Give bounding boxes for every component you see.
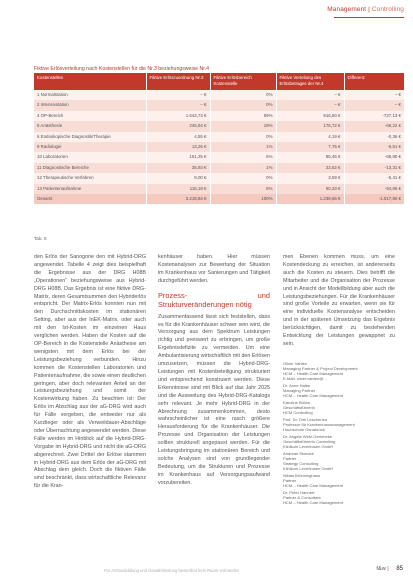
cell-cost-center: 4 OP-Bereich [34, 111, 146, 121]
cell-difference: -0,36 € [344, 132, 404, 142]
cell-revenue-nr4: 7,75 € [276, 142, 344, 152]
col-header-revenue-share: Fiktive Erlösbereich Kostenstelle [210, 73, 276, 90]
cell-difference: -13,31 € [344, 163, 404, 173]
author-entry: Karoline Bülow Geschäftsführerin HCM Controlling [283, 400, 315, 415]
table-total-row [34, 194, 404, 204]
cell-revenue-nr3: 1.643,73 € [146, 111, 210, 121]
cell-cost-center: 10 Laboratorien [34, 152, 146, 162]
cell-share: 0% [210, 90, 276, 100]
cell-difference: – € [344, 100, 404, 110]
cell-revenue-nr4: 1.238,66 € [276, 194, 344, 204]
table-row [34, 90, 404, 100]
cell-revenue-nr4: 60,33 € [276, 184, 344, 194]
cell-cost-center: Gesamt [34, 194, 146, 204]
cell-revenue-nr4: 22,62 € [276, 163, 344, 173]
cell-revenue-nr3: – € [146, 100, 210, 110]
cell-difference: -5,41 € [344, 173, 404, 183]
cell-difference: -1.017,80 € [344, 194, 404, 204]
body-paragraph: men Ebenen kommen muss, um eine Kostendeckung zu erreichen, ist andererseits auch die Kosten zu steuern. Dies betrifft die Mitarbeiter und die Organisation der Prozesse und in Ansicht der Modellbildung aber auch die Leistungsbeziehungen. Für die Krankenhäuser sind große Vorteile zu erwarten, wenn sie für eine individuelle Kostenanalyse entscheiden und in der späteren Umsetzung das Ergebnis berücksichtigen, damit zu bestehenden Entwicklung der Leistungen gewappnet zu sein. [283, 254, 395, 347]
cell-share: 0% [210, 100, 276, 110]
cell-revenue-nr4: 176,72 € [276, 121, 344, 131]
cell-revenue-nr3: 151,25 € [146, 152, 210, 162]
col-header-cost-center: Kostenstellen [34, 73, 146, 90]
table-row [34, 111, 404, 121]
author-entry: Niklas Brünninghaus Partner HCM – Health Care Management [283, 473, 344, 489]
cell-share: 59% [210, 111, 276, 121]
body-column-2 [158, 254, 270, 488]
author-entry: Dr. Peter Hannert Partner & Consultant HCM – Health Care Management [283, 490, 344, 506]
cell-revenue-nr4: 85,45 € [276, 152, 344, 162]
table-row [34, 163, 404, 173]
col-header-revenue-nr3: Fiktive Erlöszuordnung Nr.3 [146, 73, 210, 90]
cell-share: 100% [210, 194, 276, 204]
cell-revenue-nr4: – € [276, 90, 344, 100]
cell-difference: -5,51 € [344, 142, 404, 152]
section-separator: | [368, 6, 370, 13]
footer-separator: | [387, 566, 389, 572]
cell-revenue-nr4: 4,19 € [276, 132, 344, 142]
header-rule [334, 17, 404, 18]
author-entry: Oliver Vahlen Managing Partner & Project Development HCM – Health Care Management E-Mail: oliver.vahlen@... [283, 361, 358, 381]
cell-cost-center: 12 Therapeutische Verfahren [34, 173, 146, 183]
cell-share: 6% [210, 152, 276, 162]
page-number: 85 [396, 566, 403, 572]
cell-difference: -727,13 € [344, 111, 404, 121]
cell-revenue-nr4: 3,59 € [276, 173, 344, 183]
section-heading: Prozess- und Strukturveränderungen nötig [158, 290, 270, 310]
cell-revenue-nr3: – € [146, 90, 210, 100]
author-entry: Prof. Dr. Dirk Leschenka Professor für Krankenhausmanagement Hochschule Osnabrück [283, 417, 355, 432]
table-caption: Tab. 5 [34, 236, 47, 241]
cell-share: 0% [210, 173, 276, 183]
author-list [283, 362, 403, 508]
col-header-difference: Differenz [344, 73, 404, 90]
section-name: Management [327, 6, 367, 13]
cell-cost-center: 6 Endoskopische Diagnostik/Therapie [34, 132, 146, 142]
table-header-row [34, 73, 404, 90]
table-row [34, 184, 404, 194]
cell-share: 19% [210, 121, 276, 131]
table-row [34, 152, 404, 162]
cell-difference: -54,85 € [344, 184, 404, 194]
table-row [34, 100, 404, 110]
author-entry: Andreas Stoecke Partner Strategy Consulting Klinikum Leverkusen GmbH [283, 451, 334, 472]
table-row [34, 142, 404, 152]
cost-distribution-table [34, 73, 404, 204]
body-paragraph: den Erlös der Sanogone den mit Hybrid-DRG angewendet. Tabelle 4 zeigt dies beispielhaft die Ergebnisse aus der DRG H08B „Operationen“ beziehungsweise aus Hybrid-DRG H08B. Das Ergebnis ist eine fiktive DRG-Matrix, deren Gesamtsummen den Hybriderlös entspricht. Der Matrix-Erlös konnten nun mit den Durchschnittskosten im stationären Setting, aber aus der InEK-Matrix, oder auch mit den Ist-Kosten im einzelnen Haus verglichen werden. Haben die Kosten auf die OP-Bereich in die Kostenstelle Anästhesie am wenigsten mit dem Erlös bei der Leistungsbeziehung verbunden. Hinzu kommen die Kostenstellen Laboratorien und Patientenaufnahme, die sowie einen deutlichen geringen, aber doch relevanten Anteil an der Leistungsbeziehung und somit der Kostenwirkung haben. Zu beachten ist: Der Erlös im Abschlag aus der aG-DRG wird auch für Fälle vergeben, die entweder nur als Kurzlieger oder als Verweildauer-Abschläge oder Übernachtung angewendet werden. Diese Fälle werden im Hinblick auf die Hybrid-DRG-Vorgabe im Hybrid-DRG und nicht die aG-DRG abgerechnet. Zwei Drittel der Erlöse stammen in Hybrid-DRG aus dem Erlös der aG-DRG mit Abschlag dem gleich. Doch die fiktiven Fälle sind beschränkt, dass wirtschaftliche Relevanz für die Kran- [34, 254, 147, 490]
page-footer [376, 566, 403, 572]
subsection-name: Controlling [371, 6, 404, 13]
body-column-1 [34, 254, 146, 491]
col-header-revenue-nr4: Fiktive Verteilung des Erlösbetrages der Nr.4 [276, 73, 344, 90]
cell-cost-center: 13 Patientenaufnahme [34, 184, 146, 194]
cell-share: 0% [210, 132, 276, 142]
cell-revenue-nr3: 13,26 € [146, 142, 210, 152]
table-row [34, 121, 404, 131]
cell-difference: – € [344, 90, 404, 100]
cell-share: 5% [210, 184, 276, 194]
author-entry: Dr. Angela Wirtz-Gemmeke Geschäftsführerin Controlling Klinikum Leverkusen GmbH [283, 434, 336, 450]
table-title: Fiktive Erlösverteilung nach Kostenstellen für die Nr.3 beziehungsweise Nr.4 [34, 66, 210, 72]
cell-difference: -69,22 € [344, 121, 404, 131]
cell-cost-center: 9 Radiologie [34, 142, 146, 152]
body-column-3 [283, 254, 395, 349]
body-paragraph: Zusammenfassend lässt sich feststellen, dass es für die Krankenhäuser schwer sein wird, die Versorgung aus dem Spektrum Leistungen richtig und preiswert zu erbringen, um große Ergebnisdefizite zu vermeiden. Um eine Ambulantisierung wirtschaftlich mit den Erlösen umzusetzen, müssen die Hybrid-DRG-Leistungen mit Kostenbeteiligung strukturiert und entsprechend konstruiert werden. Diese Erkenntnisse sind mit Blick auf das Jahr 2025 und die Ausweitung des Hybrid-DRG-Katalogs sehr relevant. Je mehr Hybrid-DRG in der Abrechnung zusammenkommen, desto wahrscheinlicher ist eine rasch größere Herausforderung für die Krankenhäuser. Die Prozesse und Organisation der Leistungen sollten strukturell angepasst werden. Für die Leistungsbringung im stationären Bereich und solche Analysen sind von grundlegender Bedeutung, um die Strukturen und Prozesse im Krankenhaus auf Versorgungsaufwand vorzubereiten. [158, 313, 270, 486]
cell-difference: -65,80 € [344, 152, 404, 162]
footer-note: Für Arztausbildung und Gewährleistung bewertbar kein Raum vorhanden [104, 568, 240, 573]
section-header [327, 6, 404, 13]
author-entry: Dr. Anne Halbe Managing Partner HCM – Health Care Management [283, 383, 344, 398]
table-row [34, 173, 404, 183]
cell-revenue-nr3: 9,00 € [146, 173, 210, 183]
cell-cost-center: 2 Intensivstation [34, 100, 146, 110]
cell-cost-center: 5 Anästhesie [34, 121, 146, 131]
cell-revenue-nr4: – € [276, 100, 344, 110]
cell-revenue-nr3: 245,94 € [146, 121, 210, 131]
issue-label: f&w [376, 566, 386, 572]
cell-revenue-nr3: 2.218,84 € [146, 194, 210, 204]
body-paragraph: kenhäuser haben. Hier müssen Kostenanalysen zur Bewertung der Situation im Krankenhaus vor Sanierungen und Tätigkeit durchgeführt werden. [158, 254, 270, 284]
cell-share: 1% [210, 163, 276, 173]
cell-revenue-nr3: 4,55 € [146, 132, 210, 142]
cell-revenue-nr3: 35,93 € [146, 163, 210, 173]
table-row [34, 132, 404, 142]
cell-revenue-nr4: 916,60 € [276, 111, 344, 121]
cell-cost-center: 11 Diagnostische Bereiche [34, 163, 146, 173]
cell-share: 1% [210, 142, 276, 152]
cell-cost-center: 1 Normalstation [34, 90, 146, 100]
cell-revenue-nr3: 115,18 € [146, 184, 210, 194]
